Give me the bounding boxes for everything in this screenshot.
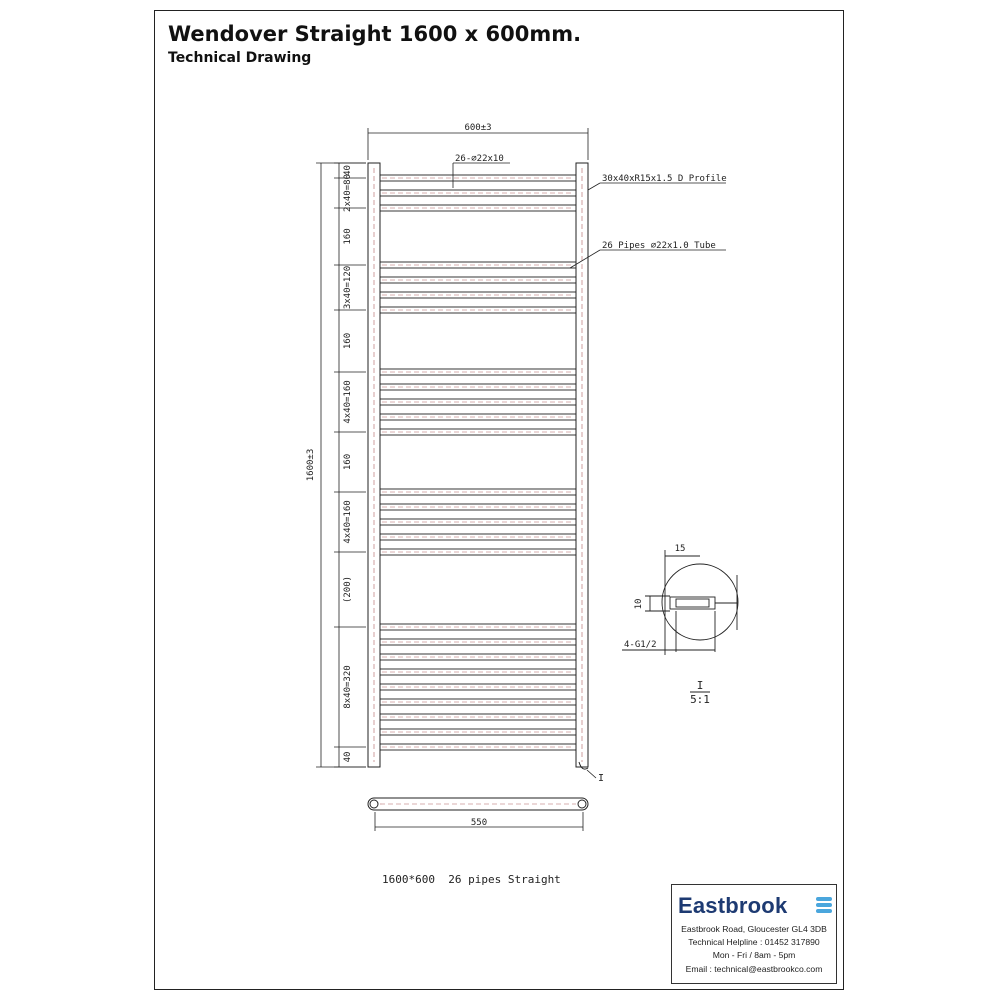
detail-dim-side-label: 10 xyxy=(634,598,644,610)
company-address: Eastbrook Road, Gloucester GL4 3DB xyxy=(681,924,827,934)
plan-view-left-bush xyxy=(370,800,378,808)
pipes-leader xyxy=(570,250,600,268)
detail-view xyxy=(622,550,738,692)
section-dim-label-1: 40 xyxy=(343,165,353,176)
section-dim-label-11: 40 xyxy=(343,751,353,763)
plan-view xyxy=(368,798,588,810)
opening-hours: Mon - Fri / 8am - 5pm xyxy=(712,950,796,960)
detail-dim-top-label: 15 xyxy=(674,544,686,554)
detail-scale-label: 5:1 xyxy=(690,693,710,706)
section-dim-label-3: 160 xyxy=(343,228,353,245)
profile-leader xyxy=(588,183,600,190)
company-info-box xyxy=(671,884,837,984)
contact-email: Email : technical@eastbrookco.com xyxy=(685,964,823,974)
width-dim-label: 600±3 xyxy=(464,123,492,133)
plan-view-right-bush xyxy=(578,800,586,808)
section-dim-label-8: 4x40=160 xyxy=(343,500,353,544)
section-dim-label-4: 3x40=120 xyxy=(343,265,353,310)
height-dim-label: 1600±3 xyxy=(306,448,316,482)
waves-icon xyxy=(816,897,832,917)
detail-marker-leader xyxy=(587,770,596,778)
brand-logo: Eastbrook xyxy=(678,893,788,918)
section-dim-label-9: (200) xyxy=(343,575,353,604)
section-dim-label-2: 2x40=80 xyxy=(343,174,353,212)
pipes-note-label: 26 Pipes ∅22x1.0 Tube xyxy=(602,241,716,251)
detail-cap-inner xyxy=(676,599,709,607)
drawing-caption: 1600*600 26 pipes Straight xyxy=(382,873,561,886)
detail-marker-label: I xyxy=(598,773,605,784)
section-dim-label-10: 8x40=320 xyxy=(343,665,353,709)
valve-outlet xyxy=(579,762,588,769)
drawing-title: Wendover Straight 1600 x 600mm. xyxy=(168,22,582,46)
technical-helpline: Technical Helpline : 01452 317890 xyxy=(688,937,820,947)
section-dim-label-7: 160 xyxy=(343,453,353,471)
drawing-subtitle: Technical Drawing xyxy=(168,50,312,66)
section-dim-label-5: 160 xyxy=(343,332,353,350)
bar-callout-label: 26-∅22x10 xyxy=(455,154,504,164)
detail-circle xyxy=(662,564,738,640)
profile-note-label: 30x40xR15x1.5 D Profile xyxy=(602,174,727,184)
detail-thread-label: 4-G1/2 xyxy=(624,640,657,650)
section-dim-label-6: 4x40=160 xyxy=(343,380,353,424)
bottom-width-dim-label: 550 xyxy=(470,818,488,828)
detail-id-label: I xyxy=(696,679,704,692)
